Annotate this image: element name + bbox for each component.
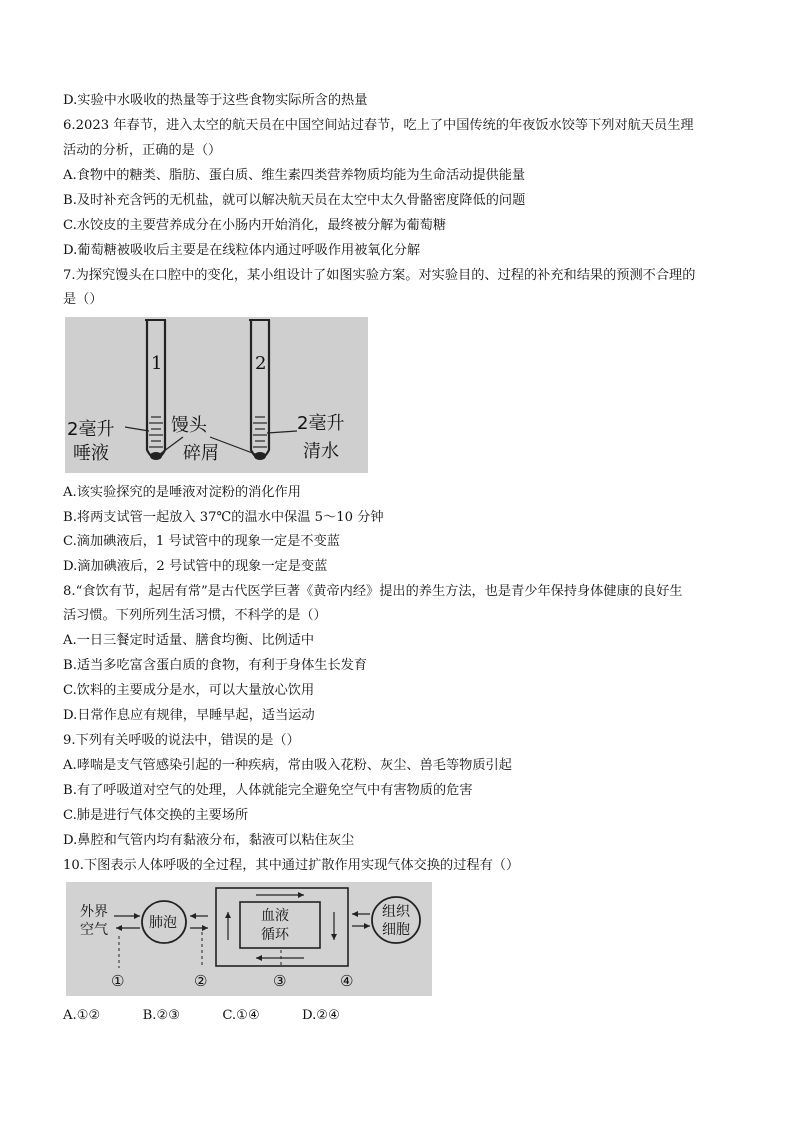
crumbs-label: 碎屑: [183, 443, 219, 464]
q8-option-a: A.一日三餐定时适量、膳食均衡、比例适中: [63, 633, 315, 648]
q8-option-b: B.适当多吃富含蛋白质的食物，有利于身体生长发育: [63, 658, 368, 673]
q7-option-b: B.将两支试管一起放入 37℃的温水中保温 5～10 分钟: [63, 510, 384, 525]
q9-option-b: B.有了呼吸道对空气的处理，人体就能完全避免空气中有害物质的危害: [63, 783, 473, 798]
q6-option-b: B.及时补充含钙的无机盐，就可以解决航天员在太空中太久骨骼密度降低的问题: [63, 193, 526, 208]
saliva-volume-label: 2毫升: [67, 419, 115, 440]
q10-option-b: B.②③: [142, 1008, 181, 1023]
water-label: 清水: [303, 441, 339, 462]
q8-stem-line-2: 活习惯。下列所列生活习惯，不科学的是（）: [63, 608, 327, 623]
tube-2-number: 2: [255, 353, 267, 374]
q5-option-d: D.实验中水吸收的热量等于这些食物实际所含的热量: [63, 93, 368, 108]
tissue-label-2: 细胞: [382, 922, 410, 938]
q10-respiration-figure: [66, 882, 432, 996]
water-volume-label: 2毫升: [297, 413, 345, 434]
saliva-label: 唾液: [73, 443, 109, 464]
q7-option-d: D.滴加碘液后，2 号试管中的现象一定是变蓝: [63, 559, 328, 574]
outside-air-label-1: 外界: [80, 904, 108, 920]
q10-option-d: D.②④: [301, 1008, 340, 1023]
q10-options-row: [63, 1008, 378, 1023]
q10-figure-svg: [66, 882, 432, 996]
blood-label-2: 循环: [261, 927, 289, 943]
q9-option-a: A.哮喘是支气管感染引起的一种疾病，常由吸入花粉、灰尘、兽毛等物质引起: [63, 758, 512, 773]
q7-figure-svg: [65, 317, 368, 473]
blood-label-1: 血液: [261, 908, 289, 924]
process-4-marker: ④: [340, 972, 354, 990]
process-1-marker: ①: [111, 972, 125, 990]
q8-option-d: D.日常作息应有规律，早睡早起，适当运动: [63, 708, 315, 723]
q6-option-a: A.食物中的糖类、脂肪、蛋白质、维生素四类营养物质均能为生命活动提供能量: [63, 168, 526, 183]
q7-stem-line-1: 7.为探究馒头在口腔中的变化，某小组设计了如图实验方案。对实验目的、过程的补充和结果的预测不合理的: [63, 268, 696, 283]
q8-stem-line-1: 8.“食饮有节，起居有常”是古代医学巨著《黄帝内经》提出的养生方法，也是青少年保持身体健康的良好生: [63, 584, 683, 599]
q6-option-d: D.葡萄糖被吸收后主要是在线粒体内通过呼吸作用被氧化分解: [63, 243, 421, 258]
q10-option-c: C.①④: [222, 1008, 260, 1023]
q7-stem-line-2: 是（）: [63, 292, 103, 307]
process-3-marker: ③: [273, 972, 287, 990]
q7-option-a: A.该实验探究的是唾液对淀粉的消化作用: [63, 485, 301, 500]
q7-option-c: C.滴加碘液后，1 号试管中的现象一定是不变蓝: [63, 534, 340, 549]
outside-air-label-2: 空气: [80, 922, 108, 938]
q9-option-d: D.鼻腔和气管内均有黏液分布，黏液可以粘住灰尘: [63, 833, 355, 848]
q7-test-tube-figure: [65, 317, 368, 473]
alveoli-label: 肺泡: [149, 915, 177, 931]
process-2-marker: ②: [194, 972, 208, 990]
q9-stem: 9.下列有关呼吸的说法中，错误的是（）: [63, 733, 300, 748]
q6-option-c: C.水饺皮的主要营养成分在小肠内开始消化，最终被分解为葡萄糖: [63, 218, 447, 233]
q10-stem: 10.下图表示人体呼吸的全过程，其中通过扩散作用实现气体交换的过程有（）: [63, 858, 520, 873]
bread-label: 馒头: [171, 415, 207, 436]
tube-1-number: 1: [151, 353, 163, 374]
q6-stem-line-1: 6.2023 年春节，进入太空的航天员在中国空间站过春节，吃上了中国传统的年夜饭水饺等下列对航天员生理: [63, 118, 694, 133]
tissue-label-1: 组织: [382, 904, 410, 920]
q8-option-c: C.饮料的主要成分是水，可以大量放心饮用: [63, 683, 315, 698]
q10-option-a: A.①②: [63, 1008, 101, 1023]
q9-option-c: C.肺是进行气体交换的主要场所: [63, 808, 249, 823]
q6-stem-line-2: 活动的分析，正确的是（）: [63, 143, 222, 158]
